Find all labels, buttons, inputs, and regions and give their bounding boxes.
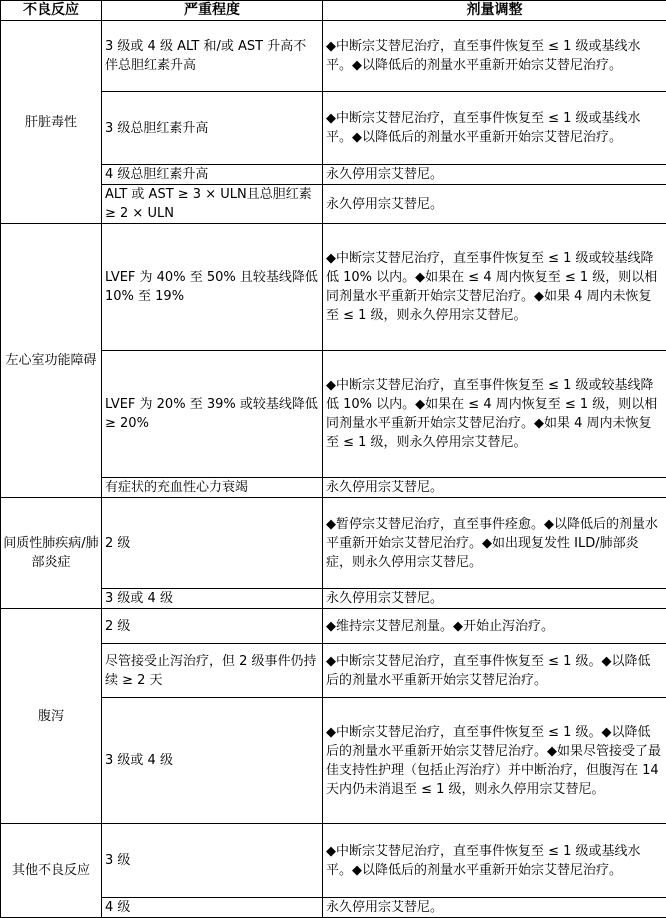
adjustment-cell: 永久停用宗艾替尼。: [323, 165, 666, 185]
table-row: [1, 224, 666, 351]
severity-cell: 3 级或 4 级: [102, 698, 323, 824]
table-row: [1, 21, 666, 92]
header-adverse-reaction: 不良反应: [1, 1, 102, 21]
header-dose-adjustment: 剂量调整: [323, 1, 666, 21]
adjustment-cell: 永久停用宗艾替尼。: [323, 589, 666, 609]
severity-cell: 3 级或 4 级: [102, 589, 323, 609]
severity-cell: 3 级总胆红素升高: [102, 92, 323, 165]
severity-cell: 尽管接受止泻治疗，但 2 级事件仍持续 ≥ 2 天: [102, 644, 323, 698]
severity-cell: 有症状的充血性心力衰竭: [102, 478, 323, 498]
severity-cell: 2 级: [102, 498, 323, 589]
category-cell: 其他不良反应: [1, 824, 102, 918]
adjustment-cell: 永久停用宗艾替尼。: [323, 898, 666, 918]
table-row: [1, 824, 666, 898]
category-cell: 左心室功能障碍: [1, 224, 102, 498]
adjustment-cell: 永久停用宗艾替尼。: [323, 185, 666, 224]
adjustment-cell: ◆中断宗艾替尼治疗，直至事件恢复至 ≤ 1 级或较基线降低 10% 以内。◆如果在 ≤ 4 周内恢复至 ≤ 1 级，则以相同剂量水平重新开始宗艾替尼治疗。◆如果 4 周内未恢复至 ≤ 1 级，则永久停用宗艾替尼。: [323, 224, 666, 351]
category-cell: 肝脏毒性: [1, 21, 102, 224]
adjustment-cell: ◆中断宗艾替尼治疗，直至事件恢复至 ≤ 1 级或基线水平。◆以降低后的剂量水平重新开始宗艾替尼治疗。: [323, 92, 666, 165]
severity-cell: 3 级: [102, 824, 323, 898]
adjustment-cell: ◆中断宗艾替尼治疗，直至事件恢复至 ≤ 1 级或基线水平。◆以降低后的剂量水平重新开始宗艾替尼治疗。: [323, 21, 666, 92]
table-row: [1, 498, 666, 589]
adjustment-cell: ◆中断宗艾替尼治疗，直至事件恢复至 ≤ 1 级。◆以降低后的剂量水平重新开始宗艾替尼治疗。: [323, 644, 666, 698]
severity-cell: LVEF 为 20% 至 39% 或较基线降低 ≥ 20%: [102, 351, 323, 478]
category-cell: 腹泻: [1, 609, 102, 824]
severity-cell: 3 级或 4 级 ALT 和/或 AST 升高不伴总胆红素升高: [102, 21, 323, 92]
header-row: [1, 1, 666, 21]
adjustment-cell: ◆中断宗艾替尼治疗，直至事件恢复至 ≤ 1 级或较基线降低 10% 以内。◆如果在 ≤ 4 周内恢复至 ≤ 1 级，则以相同剂量水平重新开始宗艾替尼治疗。◆如果 4 周内未恢复至 ≤ 1 级，则永久停用宗艾替尼。: [323, 351, 666, 478]
severity-cell: ALT 或 AST ≥ 3 × ULN且总胆红素 ≥ 2 × ULN: [102, 185, 323, 224]
adjustment-cell: 永久停用宗艾替尼。: [323, 478, 666, 498]
adjustment-cell: ◆暂停宗艾替尼治疗，直至事件痊愈。◆以降低后的剂量水平重新开始宗艾替尼治疗。◆如出现复发性 ILD/肺部炎症，则永久停用宗艾替尼。: [323, 498, 666, 589]
adjustment-cell: ◆维持宗艾替尼剂量。◆开始止泻治疗。: [323, 609, 666, 644]
adjustment-cell: ◆中断宗艾替尼治疗，直至事件恢复至 ≤ 1 级或基线水平。◆以降低后的剂量水平重新开始宗艾替尼治疗。: [323, 824, 666, 898]
table-row: [1, 609, 666, 644]
adjustment-cell: ◆中断宗艾替尼治疗，直至事件恢复至 ≤ 1 级。◆以降低后的剂量水平重新开始宗艾替尼治疗。◆如果尽管接受了最佳支持性护理（包括止泻治疗）并中断治疗，但腹泻在 14 天内仍未消退至 ≤ 1 级，则永久停用宗艾替尼。: [323, 698, 666, 824]
header-severity: 严重程度: [102, 1, 323, 21]
severity-cell: 2 级: [102, 609, 323, 644]
severity-cell: 4 级总胆红素升高: [102, 165, 323, 185]
severity-cell: 4 级: [102, 898, 323, 918]
category-cell: 间质性肺疾病/肺部炎症: [1, 498, 102, 609]
severity-cell: LVEF 为 40% 至 50% 且较基线降低 10% 至 19%: [102, 224, 323, 351]
